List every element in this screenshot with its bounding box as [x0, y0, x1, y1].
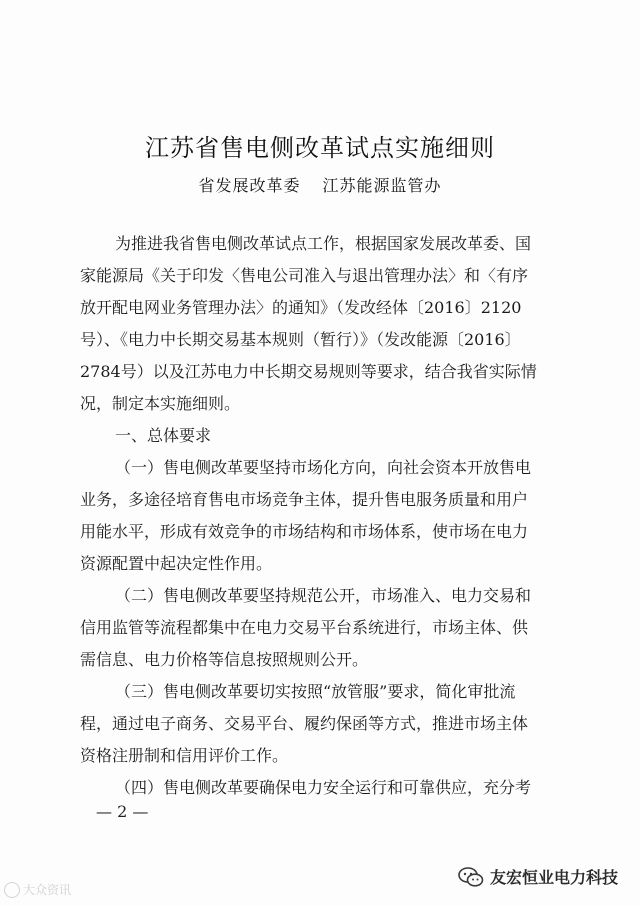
watermark-text: 大众资讯 [23, 883, 72, 897]
body-line: 信用监管等流程都集中在电力交易平台系统进行，市场主体、供 [80, 618, 529, 637]
page-number: — 2 — [96, 802, 149, 821]
body-line: （二）售电侧改革要坚持规范公开，市场准入、电力交易和 [115, 586, 532, 605]
body-line: 况，制定本实施细则。 [80, 394, 241, 413]
account-watermark [458, 865, 618, 888]
source-watermark [4, 881, 71, 898]
body-line: 2784号）以及江苏电力中长期交易规则等要求，结合我省实际情 [80, 362, 537, 381]
issuer-energy-regulator: 江苏能源监管办 [322, 176, 442, 195]
section-heading: 一、总体要求 [115, 426, 212, 445]
body-line: 号）、《电力中长期交易基本规则（暂行）》（发改能源〔2016〕 [80, 330, 521, 349]
body-line: 程，通过电子商务、交易平台、履约保函等方式，推进市场主体 [80, 714, 529, 733]
body-line: 用能水平，形成有效竞争的市场结构和市场体系，使市场在电力 [80, 522, 529, 541]
body-line: （四）售电侧改革要确保电力安全运行和可靠供应，充分考 [115, 778, 532, 797]
body-line: 需信息、电力价格等信息按照规则公开。 [80, 650, 369, 669]
body-line: 为推进我省售电侧改革试点工作，根据国家发展改革委、国 [115, 234, 532, 253]
account-name: 友宏恒业电力科技 [490, 868, 619, 887]
body-line: 资源配置中起决定性作用。 [80, 554, 273, 573]
wechat-icon [458, 867, 484, 887]
body-line: 资格注册制和信用评价工作。 [80, 746, 289, 765]
issuer-ndrc: 省发展改革委 [198, 176, 301, 195]
body-line: （一）售电侧改革要坚持市场化方向，向社会资本开放售电 [115, 458, 532, 477]
document-title: 江苏省售电侧改革试点实施细则 [145, 134, 495, 162]
body-line: 业务，多途径培育售电市场竞争主体，提升售电服务质量和用户 [80, 490, 529, 509]
body-line: 家能源局《关于印发〈售电公司准入与退出管理办法〉和〈有序 [80, 266, 529, 285]
document-issuers [0, 173, 640, 196]
body-line: （三）售电侧改革要切实按照“放管服”要求，简化审批流 [115, 682, 516, 701]
body-line: 放开配电网业务管理办法〉的通知》（发改经体〔2016〕2120 [80, 298, 522, 317]
watermark-logo-icon [4, 882, 20, 898]
